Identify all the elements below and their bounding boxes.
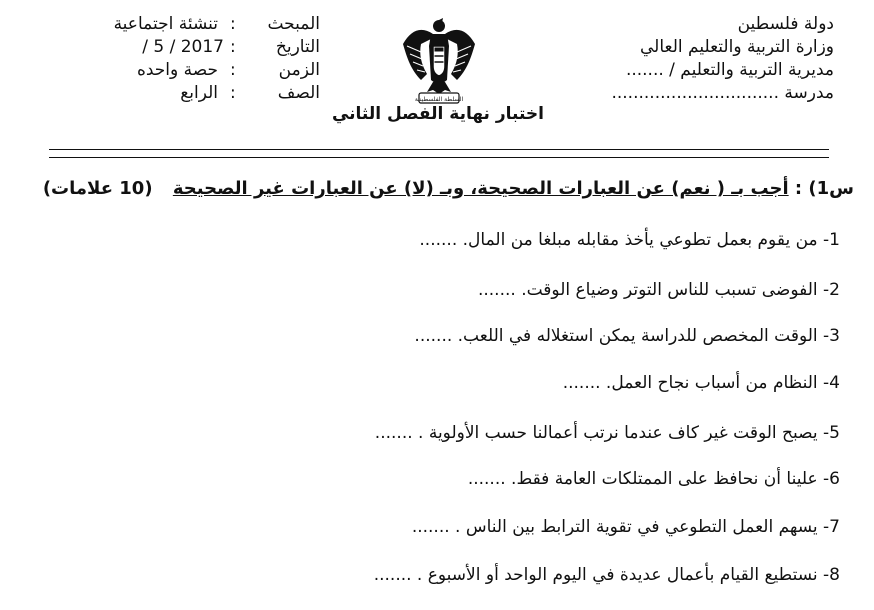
duration-colon: : xyxy=(230,60,236,80)
emblem-graphic xyxy=(397,14,481,106)
palestinian-eagle-emblem-icon xyxy=(397,14,481,106)
date-colon: : xyxy=(230,37,236,57)
question-number: س1) : xyxy=(794,178,854,199)
duration-value: حصة واحده xyxy=(136,60,218,80)
header-divider-top xyxy=(49,149,829,150)
grade-row xyxy=(88,83,320,105)
subject-label: المبحث xyxy=(267,14,320,34)
statement-item-2: 2- الفوضى تسبب للناس التوتر وضياع الوقت. ....... xyxy=(477,280,840,300)
statement-item-6: 6- علينا أن نحافظ على الممتلكات العامة فقط. ....... xyxy=(467,469,840,489)
grade-value: الرابع xyxy=(180,83,218,103)
statement-item-4: 4- النظام من أسباب نجاح العمل. ....... xyxy=(562,373,840,393)
ministry-name: وزارة التربية والتعليم العالي xyxy=(639,37,834,57)
question-text: أجب بـ ( نعم) عن العبارات الصحيحة، وبـ (لا) عن العبارات غير الصحيحة xyxy=(172,178,789,199)
subject-colon: : xyxy=(230,14,236,34)
duration-label: الزمن xyxy=(278,60,320,80)
date-label: التاريخ xyxy=(275,37,320,57)
statement-item-1: 1- من يقوم بعمل تطوعي يأخذ مقابله مبلغا من المال. ....... xyxy=(419,230,840,250)
statement-item-5: 5- يصبح الوقت غير كاف عندما نرتب أعمالنا حسب الأولوية . ....... xyxy=(374,423,840,443)
emblem-caption: السلطة الفلسطينية xyxy=(414,96,464,103)
duration-row xyxy=(88,60,320,82)
header-divider-bottom xyxy=(49,157,829,158)
statement-item-8: 8- نستطيع القيام بأعمال عديدة في اليوم الواحد أو الأسبوع . ....... xyxy=(373,565,840,585)
statement-item-3: 3- الوقت المخصص للدراسة يمكن استغلاله في اللعب. ....... xyxy=(414,326,840,346)
directorate-name: مديرية التربية والتعليم / ....... xyxy=(625,60,834,80)
question-heading xyxy=(43,178,854,199)
subject-row xyxy=(88,14,320,36)
grade-label: الصف xyxy=(277,83,320,103)
date-row xyxy=(88,37,320,59)
school-field: مدرسة ............................... xyxy=(611,83,834,103)
subject-value: تنشئة اجتماعية xyxy=(113,14,218,34)
question-marks: (10 علامات) xyxy=(42,178,153,199)
date-value: / 5 / 2017 xyxy=(142,37,224,57)
grade-colon: : xyxy=(230,83,236,103)
statement-item-7: 7- يسهم العمل التطوعي في تقوية الترابط بين الناس . ....... xyxy=(411,517,840,537)
exam-title: اختبار نهاية الفصل الثاني xyxy=(331,104,544,124)
country-name: دولة فلسطين xyxy=(737,14,834,34)
